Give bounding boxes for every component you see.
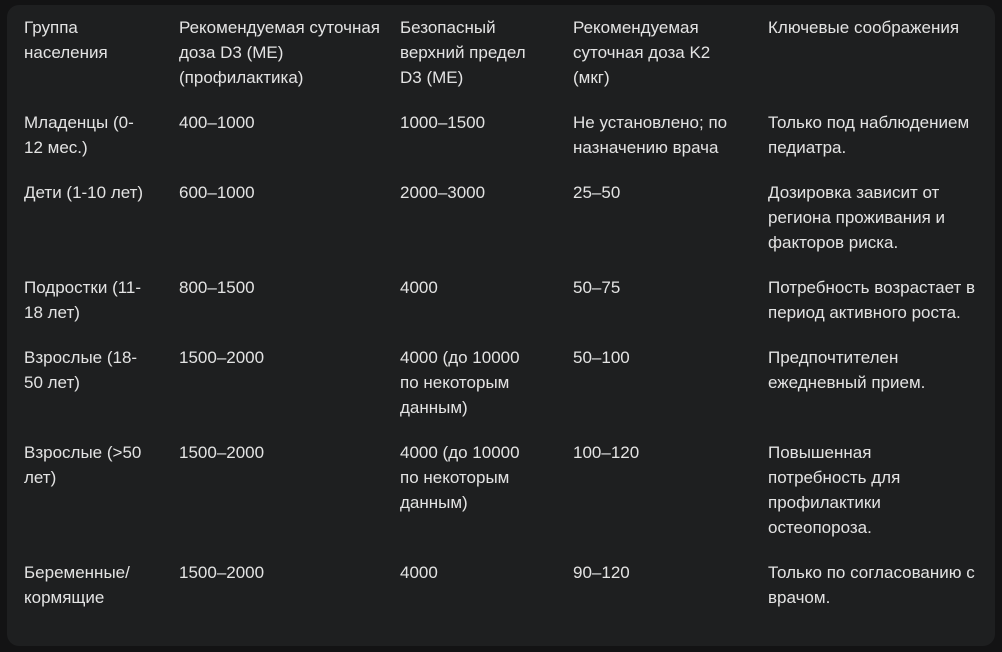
cell-text: 4000 <box>400 278 438 297</box>
cell-text: 4000 (до 10000 по некоторым данным) <box>400 348 520 417</box>
cell-population-group <box>7 345 179 440</box>
cell-text: 100–120 <box>573 443 640 462</box>
cell-k2-daily-dose <box>573 560 768 630</box>
cell-d3-daily-dose <box>179 275 400 345</box>
cell-d3-upper-limit <box>400 110 573 180</box>
cell-d3-daily-dose <box>179 180 400 275</box>
cell-text: Предпочтителен ежедневный прием. <box>768 348 926 392</box>
cell-text: Дети (1-10 лет) <box>24 183 144 202</box>
cell-population-group <box>7 180 179 275</box>
cell-key-considerations <box>768 440 995 560</box>
cell-key-considerations <box>768 110 995 180</box>
cell-text: Младенцы (0-12 мес.) <box>24 113 134 157</box>
cell-key-considerations <box>768 560 995 630</box>
cell-text: Взрослые (>50 лет) <box>24 443 142 487</box>
header-cell-key-considerations <box>768 5 995 110</box>
table-header-row <box>7 5 995 110</box>
response-table-card <box>7 5 995 646</box>
cell-d3-daily-dose <box>179 345 400 440</box>
cell-d3-upper-limit <box>400 345 573 440</box>
header-text: Безопасный верхний предел D3 (МЕ) <box>400 18 526 87</box>
cell-population-group <box>7 440 179 560</box>
cell-key-considerations <box>768 275 995 345</box>
cell-text: 1500–2000 <box>179 563 265 582</box>
cell-k2-daily-dose <box>573 345 768 440</box>
cell-text: Беременные/кормящие <box>24 563 130 607</box>
cell-text: Потребность возрастает в период активного роста. <box>768 278 976 322</box>
cell-d3-upper-limit <box>400 440 573 560</box>
cell-text: 90–120 <box>573 563 630 582</box>
cell-text: 25–50 <box>573 183 621 202</box>
header-text: Группа населения <box>24 18 108 62</box>
cell-population-group <box>7 110 179 180</box>
table-header <box>7 5 995 110</box>
cell-key-considerations <box>768 180 995 275</box>
cell-text: Подростки (11-18 лет) <box>24 278 142 322</box>
header-cell-population-group <box>7 5 179 110</box>
cell-d3-daily-dose <box>179 560 400 630</box>
cell-text: 400–1000 <box>179 113 255 132</box>
table-row <box>7 345 995 440</box>
cell-text: 4000 <box>400 563 438 582</box>
cell-k2-daily-dose <box>573 180 768 275</box>
cell-k2-daily-dose <box>573 275 768 345</box>
table-row <box>7 560 995 630</box>
cell-text: 50–75 <box>573 278 621 297</box>
header-text: Рекомендуемая суточная доза D3 (МЕ) (профилактика) <box>179 18 380 87</box>
cell-text: 800–1500 <box>179 278 255 297</box>
cell-text: 1500–2000 <box>179 443 265 462</box>
table-row <box>7 180 995 275</box>
vitamin-dosage-table <box>7 5 995 630</box>
table-body <box>7 110 995 630</box>
cell-d3-daily-dose <box>179 440 400 560</box>
cell-text: Взрослые (18-50 лет) <box>24 348 138 392</box>
cell-d3-daily-dose <box>179 110 400 180</box>
cell-text: 2000–3000 <box>400 183 486 202</box>
header-text: Рекомендуемая суточная доза K2 (мкг) <box>573 18 711 87</box>
cell-text: Повышенная потребность для профилактики остеопороза. <box>768 443 901 537</box>
header-cell-k2-daily-dose <box>573 5 768 110</box>
cell-text: 1500–2000 <box>179 348 265 367</box>
cell-text: Только под наблюдением педиатра. <box>768 113 970 157</box>
header-text: Ключевые соображения <box>768 18 960 37</box>
cell-text: 4000 (до 10000 по некоторым данным) <box>400 443 520 512</box>
header-cell-d3-daily-dose <box>179 5 400 110</box>
cell-key-considerations <box>768 345 995 440</box>
cell-k2-daily-dose <box>573 110 768 180</box>
header-cell-d3-upper-limit <box>400 5 573 110</box>
cell-d3-upper-limit <box>400 180 573 275</box>
table-row <box>7 440 995 560</box>
cell-d3-upper-limit <box>400 560 573 630</box>
cell-text: 600–1000 <box>179 183 255 202</box>
cell-population-group <box>7 560 179 630</box>
cell-d3-upper-limit <box>400 275 573 345</box>
cell-k2-daily-dose <box>573 440 768 560</box>
cell-text: Только по согласованию с врачом. <box>768 563 975 607</box>
cell-text: 1000–1500 <box>400 113 486 132</box>
table-row <box>7 275 995 345</box>
cell-text: Не установлено; по назначению врача <box>573 113 728 157</box>
table-row <box>7 110 995 180</box>
cell-text: Дозировка зависит от региона проживания и факторов риска. <box>768 183 946 252</box>
cell-population-group <box>7 275 179 345</box>
cell-text: 50–100 <box>573 348 630 367</box>
